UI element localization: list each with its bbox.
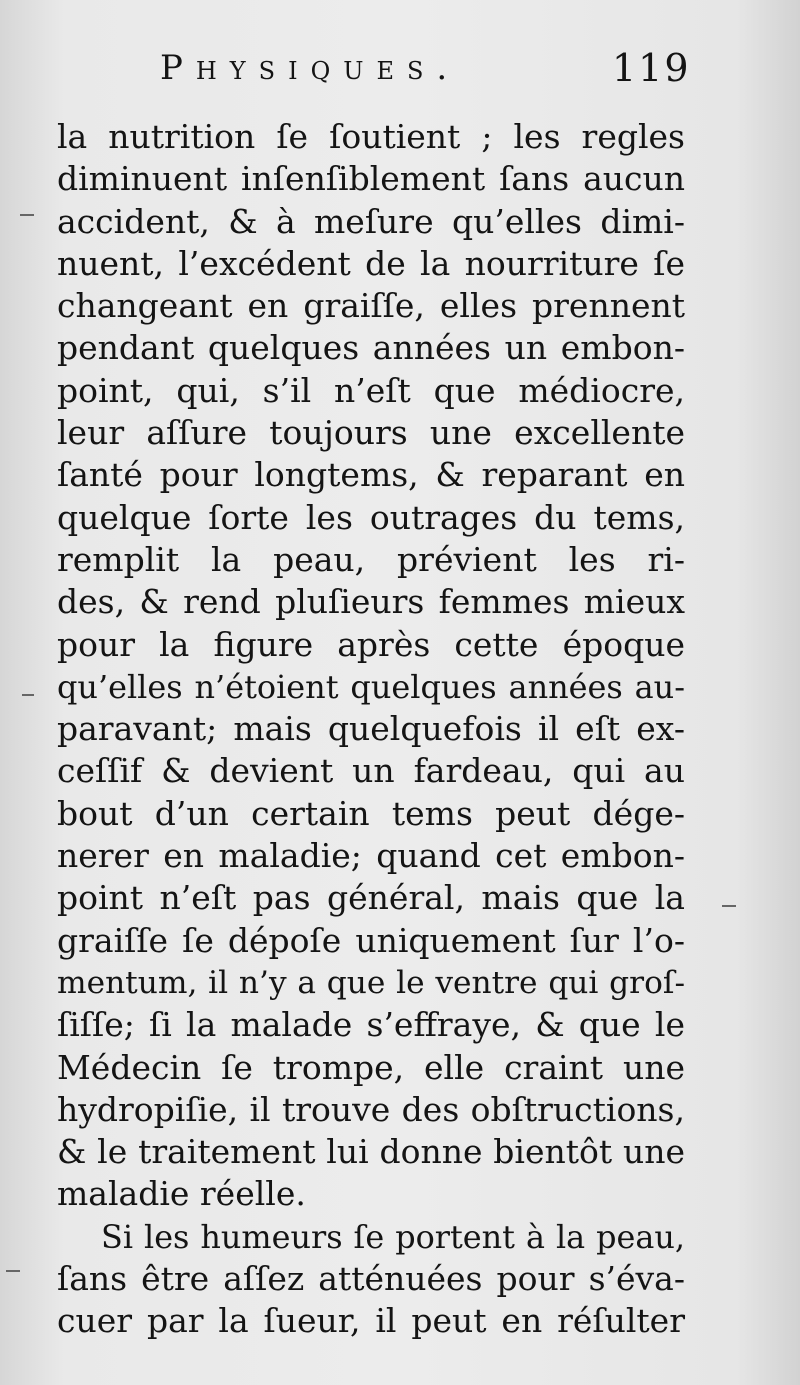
text-line: & le traitement lui donne bientôt une (57, 1132, 685, 1172)
text-line: Médecin ſe trompe, elle craint une (57, 1047, 685, 1087)
text-line: ſiſſe; ſi la malade s’effraye, & que le (57, 1005, 685, 1045)
page-number: 119 (612, 46, 691, 90)
text-line: pour la figure après cette époque (57, 624, 685, 664)
paragraph-start-line: Si les humeurs ſe portent à la peau, (101, 1217, 685, 1256)
text-line: paravant; mais quelquefois il eſt ex- (57, 709, 685, 749)
text-line: nerer en maladie; quand cet embon- (57, 836, 685, 876)
body-text (57, 116, 685, 1343)
text-line: diminuent inſenſiblement ſans aucun (57, 159, 685, 199)
text-line: mentum, il n’y a que le ventre qui groſ- (57, 964, 685, 1001)
text-line: changeant en graiſſe, elles prennent (57, 286, 685, 326)
text-line: ceſſif & devient un fardeau, qui au (57, 751, 685, 791)
text-line: point n’eſt pas général, mais que la (57, 878, 685, 918)
margin-mark (20, 214, 34, 216)
text-line: qu’elles n’étoient quelques années au- (57, 667, 685, 706)
text-line: leur aſſure toujours une excellente (57, 413, 685, 453)
text-line: la nutrition ſe ſoutient ; les regles (57, 117, 685, 156)
text-line: ſans être aſſez atténuées pour s’éva- (57, 1259, 685, 1299)
text-line: graiſſe ſe dépoſe uniquement ſur l’o- (57, 920, 685, 960)
paragraph-end-line: maladie réelle. (57, 1174, 306, 1214)
margin-mark (22, 694, 34, 696)
text-line: cuer par la ſueur, il peut en réſulter (57, 1301, 685, 1341)
text-line: des, & rend pluſieurs femmes mieux (57, 582, 685, 622)
page-header (0, 42, 800, 102)
margin-mark (722, 905, 736, 907)
text-line: ſanté pour longtems, & reparant en (57, 455, 685, 495)
running-head: Physiques. (160, 48, 461, 88)
text-line: accident, & à meſure qu’elles dimi- (57, 201, 685, 241)
text-line: nuent, l’excédent de la nourriture ſe (57, 243, 685, 283)
text-line: remplit la peau, prévient les ri- (57, 539, 685, 579)
text-line: pendant quelques années un embon- (57, 328, 685, 368)
text-line: quelque ſorte les outrages du tems, (57, 497, 685, 537)
text-line: bout d’un certain tems peut dége- (57, 793, 685, 833)
text-line: point, qui, s’il n’eſt que médiocre, (57, 370, 685, 410)
margin-mark (6, 1270, 20, 1272)
text-line: hydropiſie, il trouve des obſtructions, (57, 1089, 685, 1129)
